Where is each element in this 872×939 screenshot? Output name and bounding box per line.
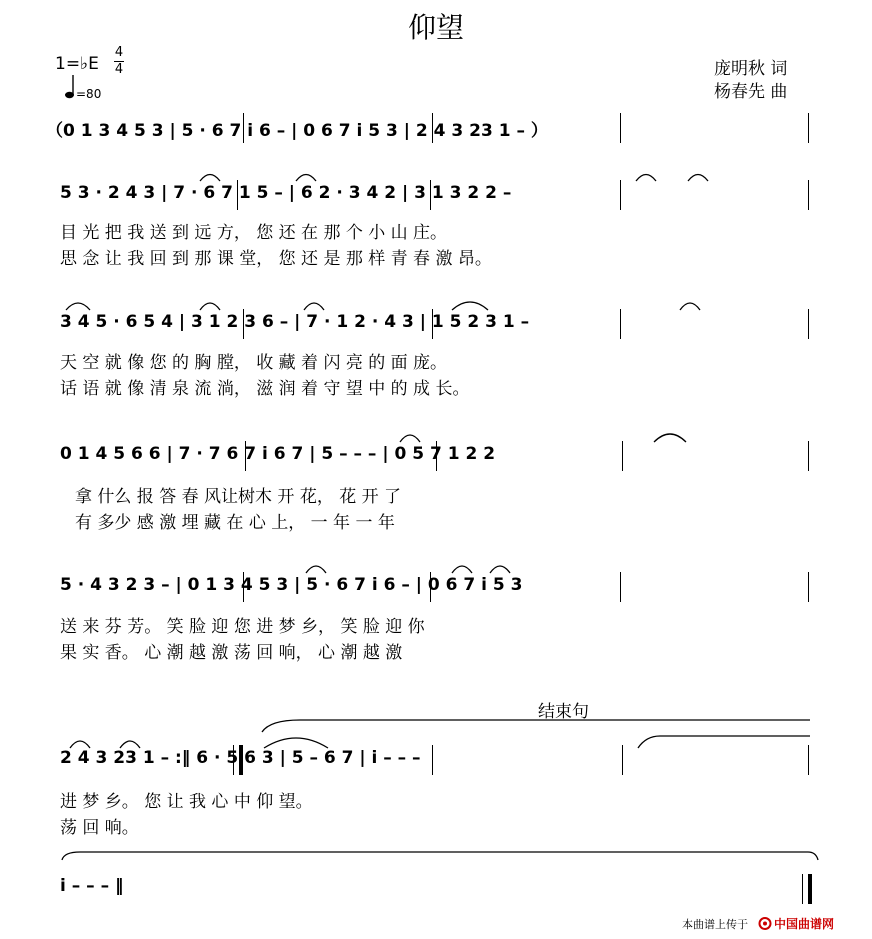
score-row-4-lyric-1: 拿 什么 报 答 春 风让树木 开 花， 花 开 了 (75, 487, 402, 507)
score-row-7-notes: i – – – ‖ (60, 876, 124, 896)
score-row-3-lyric-1: 天 空 就 像 您 的 胸 膛， 收 藏 着 闪 亮 的 面 庞。 (60, 353, 448, 373)
time-signature-bottom: 4 (114, 62, 124, 77)
score-row-4-lyric-2: 有 多少 感 激 埋 藏 在 心 上， 一 年 一 年 (75, 513, 395, 533)
score-row-5-notes: 5 · 4 3 2 3 – | 0 1 3 4 5 3 | 5 · 6 7 i 6 – | 0 6 7 i 5 3 (60, 575, 523, 595)
upload-note: 本曲谱上传于 (682, 918, 748, 931)
page-title: 仰望 (407, 11, 464, 44)
score-row-2-lyric-1: 目 光 把 我 送 到 远 方， 您 还 在 那 个 小 山 庄。 (60, 223, 448, 243)
tempo-marking: =80 (76, 87, 102, 101)
score-row-5-lyric-1: 送 来 芬 芳。 笑 脸 迎 您 进 梦 乡， 笑 脸 迎 你 (60, 617, 425, 637)
score-row-6-lyric-2: 荡 回 响。 (60, 818, 139, 838)
score-row-1-notes: （0 1 3 4 5 3 | 5 · 6 7 i 6 – | 0 6 7 i 5 3 | 2 4 3 23 1 – ） (46, 121, 548, 141)
composer-credit: 杨春先 曲 (714, 82, 788, 102)
brand-logo-icon (758, 915, 772, 928)
brand-name[interactable]: 中国曲谱网 (774, 917, 835, 931)
key-signature: 1=♭E (55, 54, 99, 74)
lyricist-credit: 庞明秋 词 (714, 59, 788, 79)
score-row-3-lyric-2: 话 语 就 像 清 泉 流 淌， 滋 润 着 守 望 中 的 成 长。 (60, 379, 470, 399)
score-row-3-notes: 3 4 5 · 6 5 4 | 3 1 2 3 6 – | 7 · 1 2 · 4 3 | 1 5 2 3 1 – (60, 312, 530, 332)
score-row-6-lyric-1: 进 梦 乡。 您 让 我 心 中 仰 望。 (60, 792, 313, 812)
score-row-4-notes: 0 1 4 5 6 6 | 7 · 7 6 7 i 6 7 | 5 – – – | 0 5 7 1 2 2 (60, 444, 496, 464)
score-row-5-lyric-2: 果 实 香。 心 潮 越 激 荡 回 响， 心 潮 越 激 (60, 643, 403, 663)
ending-label: 结束句 (538, 702, 589, 722)
score-row-2-notes: 5 3 · 2 4 3 | 7 · 6 7 1 5 – | 6 2 · 3 4 2 | 3 1 3 2 2 – (60, 183, 512, 203)
time-signature-top: 4 (114, 45, 124, 60)
score-row-2-lyric-2: 思 念 让 我 回 到 那 课 堂， 您 还 是 那 样 青 春 激 昂。 (60, 249, 492, 269)
score-row-6-notes: 2 4 3 23 1 – :‖ 6 · 5 6 3 | 5 – 6 7 | i – – – (60, 748, 421, 768)
